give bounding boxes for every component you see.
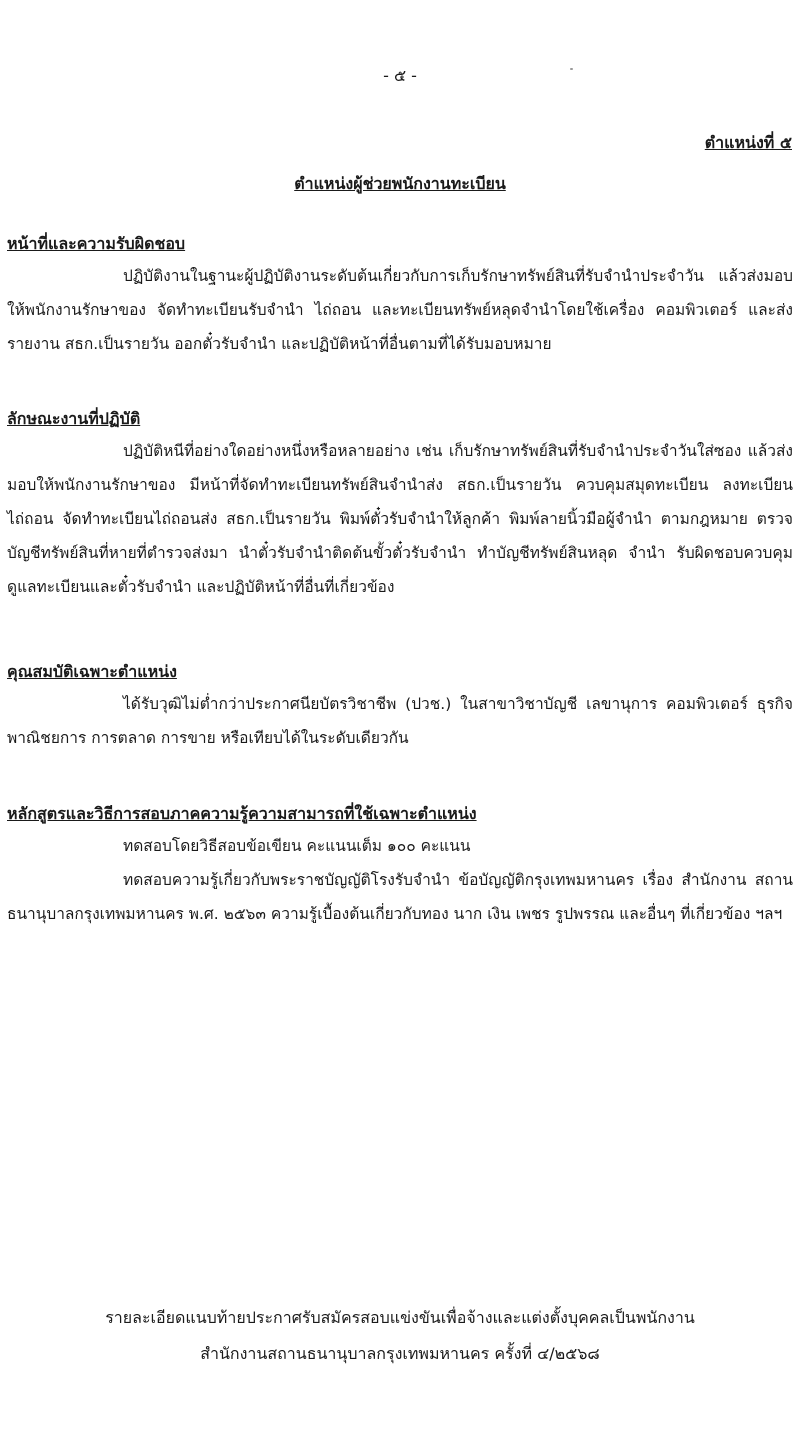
section-body-qualification bbox=[7, 687, 793, 755]
section-body-exam bbox=[7, 863, 793, 931]
exam-line-1: ทดสอบโดยวิธีสอบข้อเขียน คะแนนเต็ม ๑๐๐ คะแนน bbox=[123, 837, 471, 855]
section-heading-exam: หลักสูตรและวิธีการสอบภาคความรู้ความสามารถที่ใช้เฉพาะตำแหน่ง bbox=[7, 804, 477, 823]
section-body-work bbox=[7, 434, 793, 604]
section-heading-duties: หน้าที่และความรับผิดชอบ bbox=[7, 234, 186, 253]
qualification-text: ได้รับวุฒิไม่ต่ำกว่าประกาศนียบัตรวิชาชีพ (ปวช.) ในสาขาวิชาบัญชี เลขานุการ คอมพิวเตอร์ ธุรกิจ พาณิชยการ การตลาด การขาย หรือเทียบได้ในระดับเดียวกัน bbox=[7, 695, 793, 747]
position-title: ตำแหน่งผู้ช่วยพนักงานทะเบียน bbox=[294, 174, 506, 193]
section-duties bbox=[7, 229, 793, 361]
section-qualification bbox=[7, 657, 793, 755]
section-exam bbox=[7, 799, 793, 931]
duties-text: ปฏิบัติงานในฐานะผู้ปฏิบัติงานระดับต้นเกี่ยวกับการเก็บรักษาทรัพย์สินที่รับจำนำประจำวัน แล้วส่งมอบให้พนักงานรักษาของ จัดทำทะเบียนรับจำนำ ไถ่ถอน และทะเบียนทรัพย์หลุดจำนำโดยใช้เครื่อง คอมพิวเตอร์ และส่งรายงาน สธก.เป็นรายวัน ออกตั๋วรับจำนำ และปฏิบัติหน้าที่อื่นตามที่ได้รับมอบหมาย bbox=[7, 267, 793, 353]
footer-line-2: สำนักงานสถานธนานุบาลกรุงเทพมหานคร ครั้งที่ ๔/๒๕๖๘ bbox=[200, 1344, 600, 1363]
document-footer bbox=[0, 1300, 800, 1372]
section-heading-qualification: คุณสมบัติเฉพาะตำแหน่ง bbox=[7, 662, 177, 681]
section-body-duties bbox=[7, 259, 793, 361]
section-work bbox=[7, 404, 793, 604]
position-number: ตำแหน่งที่ ๕ bbox=[704, 133, 792, 152]
exam-line-2: ทดสอบความรู้เกี่ยวกับพระราชบัญญัติโรงรับจำนำ ข้อบัญญัติกรุงเทพมหานคร เรื่อง สำนักงาน สถานธนานุบาลกรุงเทพมหานคร พ.ศ. ๒๕๖๓ ความรู้เบื้องต้นเกี่ยวกับทอง นาก เงิน เพชร รูปพรรณ และอื่นๆ ที่เกี่ยวข้อง ฯลฯ bbox=[7, 871, 793, 923]
section-heading-work: ลักษณะงานที่ปฏิบัติ bbox=[7, 409, 141, 428]
page-number: - ๕ - bbox=[383, 66, 417, 85]
work-text: ปฏิบัติหนีที่อย่างใดอย่างหนึ่งหรือหลายอย่าง เช่น เก็บรักษาทรัพย์สินที่รับจำนำประจำวันใส่ซอง แล้วส่งมอบให้พนักงานรักษาของ มีหน้าที่จัดทำทะเบียนทรัพย์สินจำนำส่ง สธก.เป็นรายวัน ควบคุมสมุดทะเบียน ลงทะเบียนไถ่ถอน จัดทำทะเบียนไถ่ถอนส่ง สธก.เป็นรายวัน พิมพ์ตั๋วรับจำนำให้ลูกค้า พิมพ์ลายนิ้วมือผู้จำนำ ตามกฎหมาย ตรวจบัญชีทรัพย์สินที่หายที่ตำรวจส่งมา นำตั๋วรับจำนำติดต้นขั้วตั๋วรับจำนำ ทำบัญชีทรัพย์สินหลุด จำนำ รับผิดชอบควบคุมดูแลทะเบียนและตั๋วรับจำนำ และปฏิบัติหน้าที่อื่นที่เกี่ยวข้อง bbox=[7, 442, 793, 596]
footer-line-1: รายละเอียดแนบท้ายประกาศรับสมัครสอบแข่งขันเพื่อจ้างและแต่งตั้งบุคคลเป็นพนักงาน bbox=[105, 1308, 695, 1327]
